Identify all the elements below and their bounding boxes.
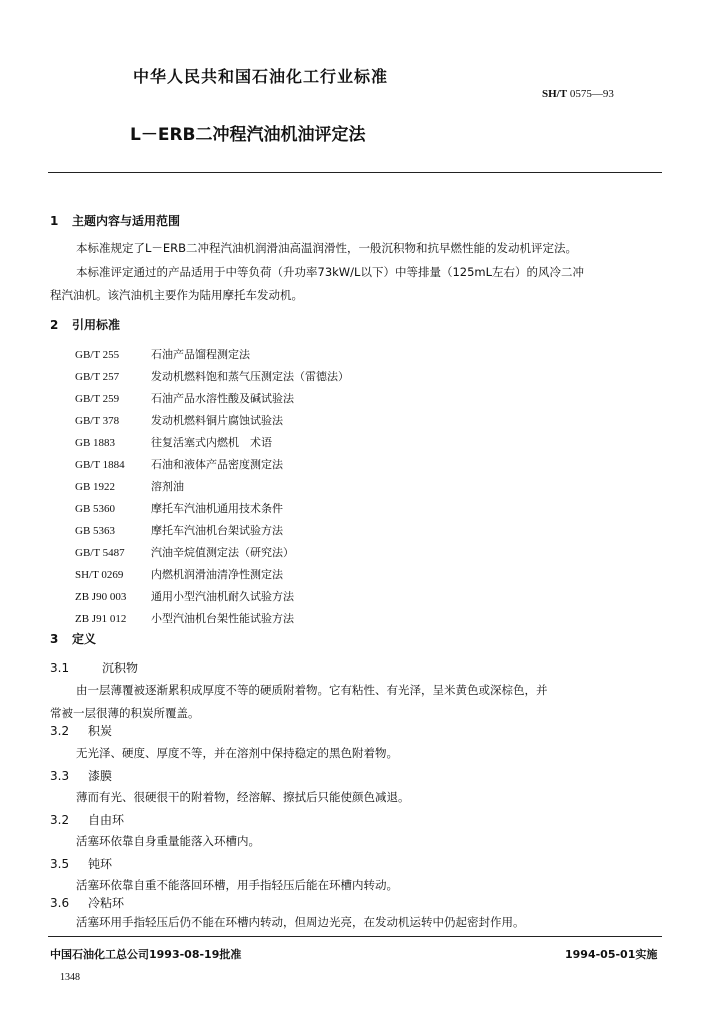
ref-code: GB/T 257 <box>75 371 120 383</box>
ref-item <box>75 478 184 494</box>
definition-text: 常被一层很薄的积炭所覆盖。 <box>50 706 200 720</box>
standard-code <box>542 88 614 100</box>
section-2-heading <box>50 316 120 333</box>
section-1-number: 1 <box>50 214 59 228</box>
definition-text: 由一层薄覆被逐渐累积成厚度不等的硬质附着物。它有粘性、有光泽，呈米黄色或深棕色，并 <box>76 683 548 697</box>
definition-number: 3.2 <box>50 813 70 827</box>
definition-text: 活塞环依靠自身重量能落入环槽内。 <box>76 834 260 848</box>
ref-code: ZB J90 003 <box>75 591 127 603</box>
definition-term: 钝环 <box>88 857 113 871</box>
document-title: L－ERB二冲程汽油机油评定法 <box>130 125 366 145</box>
org-title: 中华人民共和国石油化工行业标准 <box>133 67 389 86</box>
ref-title: 石油产品水溶性酸及碱试验法 <box>151 392 294 405</box>
footer-divider <box>48 936 662 937</box>
definition-term-row <box>50 659 138 676</box>
section-3-title: 定义 <box>72 632 97 646</box>
ref-code: GB/T 5487 <box>75 547 125 559</box>
section-2-title: 引用标准 <box>72 318 121 332</box>
definition-term: 自由环 <box>88 813 125 827</box>
ref-item <box>75 434 272 450</box>
ref-item <box>75 346 250 362</box>
ref-item <box>75 610 294 626</box>
definition-term: 沉积物 <box>102 661 139 675</box>
ref-code: GB 5363 <box>75 525 116 537</box>
ref-title: 石油产品馏程测定法 <box>151 348 250 361</box>
definition-term-row <box>50 811 124 828</box>
ref-code: GB/T 1884 <box>75 459 125 471</box>
ref-code: SH/T 0269 <box>75 569 124 581</box>
ref-title: 溶剂油 <box>151 480 184 493</box>
definition-text: 无光泽、硬度、厚度不等，并在溶剂中保持稳定的黑色附着物。 <box>76 746 398 760</box>
ref-title: 汽油辛烷值测定法（研究法） <box>151 546 294 559</box>
definition-term-row <box>50 767 112 784</box>
standard-number: 0575—93 <box>569 88 614 100</box>
ref-title: 发动机燃料饱和蒸气压测定法（雷德法） <box>151 370 349 383</box>
ref-item <box>75 412 283 428</box>
ref-title: 通用小型汽油机耐久试验方法 <box>151 590 294 603</box>
ref-item <box>75 522 283 538</box>
ref-title: 往复活塞式内燃机 术语 <box>151 436 272 449</box>
ref-code: GB 5360 <box>75 503 116 515</box>
definition-term: 漆膜 <box>88 769 113 783</box>
ref-code: ZB J91 012 <box>75 613 127 625</box>
ref-title: 发动机燃料铜片腐蚀试验法 <box>151 414 283 427</box>
ref-code: GB 1883 <box>75 437 116 449</box>
ref-item <box>75 500 283 516</box>
section-1-para-2-line-2: 程汽油机。该汽油机主要作为陆用摩托车发动机。 <box>50 288 303 302</box>
definition-term: 冷粘环 <box>88 896 125 910</box>
standard-prefix: SH/T <box>542 88 568 100</box>
ref-item <box>75 566 283 582</box>
definition-number: 3.2 <box>50 724 70 738</box>
ref-code: GB/T 259 <box>75 393 120 405</box>
definition-number: 3.6 <box>50 896 70 910</box>
ref-code: GB 1922 <box>75 481 116 493</box>
ref-title: 小型汽油机台架性能试验方法 <box>151 612 294 625</box>
ref-title: 石油和液体产品密度测定法 <box>151 458 283 471</box>
page-number: 1348 <box>60 972 80 983</box>
issuer-approval: 中国石油化工总公司1993-08-19批准 <box>50 948 242 961</box>
definition-term-row <box>50 722 112 739</box>
definition-text: 薄而有光、很硬很干的附着物，经溶解、擦拭后只能使颜色减退。 <box>76 790 410 804</box>
definition-text: 活塞环依靠自重不能落回环槽，用手指轻压后能在环槽内转动。 <box>76 878 398 892</box>
definition-number: 3.3 <box>50 769 70 783</box>
section-1-title: 主题内容与适用范围 <box>72 214 181 228</box>
ref-title: 内燃机润滑油清净性测定法 <box>151 568 283 581</box>
definition-term: 积炭 <box>88 724 113 738</box>
ref-item <box>75 456 283 472</box>
ref-title: 摩托车汽油机通用技术条件 <box>151 502 283 515</box>
title-divider <box>48 172 662 173</box>
definition-term-row <box>50 855 112 872</box>
ref-title: 摩托车汽油机台架试验方法 <box>151 524 283 537</box>
section-2-number: 2 <box>50 318 59 332</box>
definition-number: 3.1 <box>50 661 70 675</box>
effective-date: 1994-05-01实施 <box>565 948 658 961</box>
section-3-heading <box>50 630 96 647</box>
section-1-para-1: 本标准规定了L－ERB二冲程汽油机润滑油高温润滑性，一般沉积物和抗早燃性能的发动机评定法。 <box>76 241 578 255</box>
ref-item <box>75 588 294 604</box>
ref-item <box>75 544 294 560</box>
definition-term-row <box>50 894 124 911</box>
section-1-heading <box>50 212 180 229</box>
ref-code: GB/T 255 <box>75 349 120 361</box>
definition-text: 活塞环用手指轻压后仍不能在环槽内转动，但周边光亮，在发动机运转中仍起密封作用。 <box>76 915 525 929</box>
ref-item <box>75 390 294 406</box>
ref-item <box>75 368 349 384</box>
ref-code: GB/T 378 <box>75 415 120 427</box>
section-1-para-2-line-1: 本标准评定通过的产品适用于中等负荷（升功率73kW/L以下）中等排量（125mL左右）的风冷二冲 <box>76 265 585 279</box>
section-3-number: 3 <box>50 632 59 646</box>
definition-number: 3.5 <box>50 857 70 871</box>
